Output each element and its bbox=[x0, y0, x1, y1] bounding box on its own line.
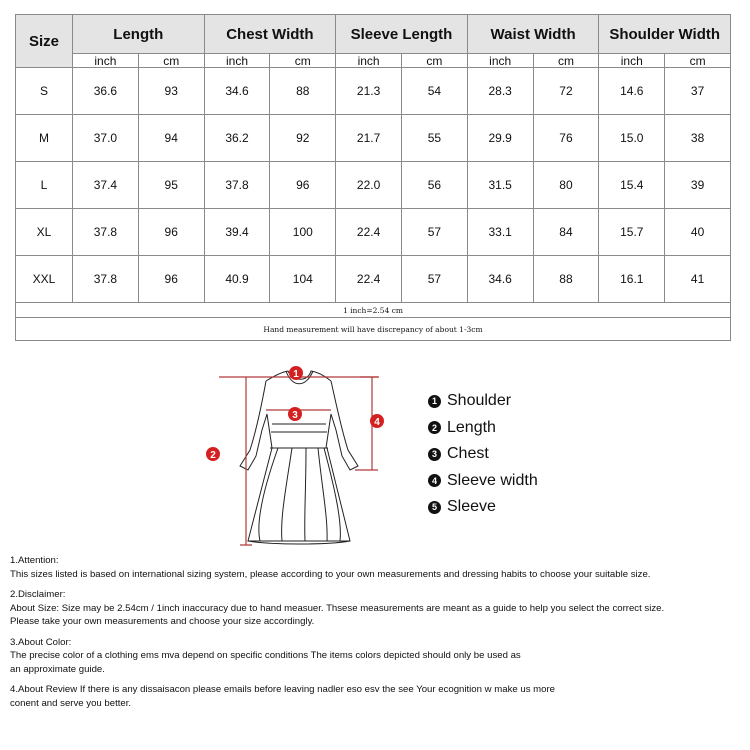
table-cell: 94 bbox=[138, 115, 204, 162]
header-waist-width: Waist Width bbox=[467, 15, 599, 54]
unit-cell: inch bbox=[73, 54, 139, 68]
table-cell: 100 bbox=[270, 209, 336, 256]
marker-2 bbox=[206, 447, 220, 461]
header-size: Size bbox=[16, 15, 73, 68]
size-cell: XXL bbox=[16, 256, 73, 303]
legend-item-sleeve bbox=[428, 494, 538, 521]
unit-cell: cm bbox=[138, 54, 204, 68]
table-cell: 21.3 bbox=[336, 68, 402, 115]
legend-number: 4 bbox=[428, 474, 441, 487]
table-cell: 56 bbox=[401, 162, 467, 209]
discrepancy-note-row bbox=[16, 318, 731, 341]
header-chest-width: Chest Width bbox=[204, 15, 336, 54]
legend-item-sleeve-width bbox=[428, 468, 538, 495]
legend-number: 2 bbox=[428, 421, 441, 434]
table-cell: 72 bbox=[533, 68, 599, 115]
legend-number: 5 bbox=[428, 501, 441, 514]
table-cell: 88 bbox=[270, 68, 336, 115]
size-cell: L bbox=[16, 162, 73, 209]
table-cell: 39.4 bbox=[204, 209, 270, 256]
note-title: 2.Disclaimer: bbox=[10, 589, 66, 600]
unit-cell: inch bbox=[336, 54, 402, 68]
note-line: conent and serve you better. bbox=[10, 697, 132, 709]
table-cell: 36.2 bbox=[204, 115, 270, 162]
table-cell: 39 bbox=[665, 162, 731, 209]
table-cell: 40.9 bbox=[204, 256, 270, 303]
discrepancy-note: Hand measurement will have discrepancy of about 1-3cm bbox=[16, 318, 731, 341]
table-cell: 96 bbox=[270, 162, 336, 209]
note-line: This sizes listed is based on international sizing system, please according to your own measurements and dressing habits to choose your suitable size. bbox=[10, 568, 651, 580]
legend-number: 3 bbox=[428, 448, 441, 461]
table-cell: 21.7 bbox=[336, 115, 402, 162]
unit-cell: cm bbox=[270, 54, 336, 68]
table-row bbox=[16, 256, 731, 303]
legend-item-shoulder bbox=[428, 388, 538, 415]
table-cell: 88 bbox=[533, 256, 599, 303]
table-cell: 57 bbox=[401, 256, 467, 303]
legend-label: Sleeve width bbox=[447, 471, 538, 489]
note-attention bbox=[10, 554, 748, 581]
table-cell: 55 bbox=[401, 115, 467, 162]
dress-outline-illustration bbox=[240, 371, 358, 544]
legend-label: Shoulder bbox=[447, 392, 512, 410]
measurement-legend bbox=[428, 388, 538, 521]
table-cell: 40 bbox=[665, 209, 731, 256]
table-cell: 14.6 bbox=[599, 68, 665, 115]
legend-label: Length bbox=[447, 418, 496, 436]
header-length: Length bbox=[73, 15, 205, 54]
note-line: The precise color of a clothing ems mva depend on specific conditions The items colors depicted should only be used as bbox=[10, 650, 521, 661]
note-title: 1.Attention: bbox=[10, 555, 59, 566]
table-cell: 29.9 bbox=[467, 115, 533, 162]
table-cell: 80 bbox=[533, 162, 599, 209]
table-cell: 57 bbox=[401, 209, 467, 256]
table-cell: 22.4 bbox=[336, 209, 402, 256]
legend-label: Chest bbox=[447, 445, 489, 463]
marker-3 bbox=[288, 407, 302, 421]
table-cell: 93 bbox=[138, 68, 204, 115]
marker-4-label: 4 bbox=[374, 417, 380, 428]
legend-item-length bbox=[428, 415, 538, 442]
table-cell: 34.6 bbox=[467, 256, 533, 303]
unit-cell: inch bbox=[599, 54, 665, 68]
marker-4 bbox=[370, 414, 384, 428]
table-cell: 36.6 bbox=[73, 68, 139, 115]
note-line: 4.About Review If there is any dissaisacon please emails before leaving nadler eso esv the see Your ecognition w make us more bbox=[10, 684, 556, 695]
header-shoulder-width: Shoulder Width bbox=[599, 15, 731, 54]
note-line: About Size: Size may be 2.54cm / 1inch inaccuracy due to hand measuer. Thsese measurements are meant as a guide to help you select the correct size. bbox=[10, 602, 665, 614]
table-cell: 15.0 bbox=[599, 115, 665, 162]
table-cell: 37.8 bbox=[204, 162, 270, 209]
note-line: an approximate guide. bbox=[10, 663, 105, 675]
table-cell: 37 bbox=[665, 68, 731, 115]
table-row bbox=[16, 68, 731, 115]
table-cell: 37.4 bbox=[73, 162, 139, 209]
table-row bbox=[16, 209, 731, 256]
unit-cell: cm bbox=[401, 54, 467, 68]
table-cell: 34.6 bbox=[204, 68, 270, 115]
table-cell: 16.1 bbox=[599, 256, 665, 303]
table-cell: 84 bbox=[533, 209, 599, 256]
table-header-row bbox=[16, 15, 731, 54]
marker-2-label: 2 bbox=[210, 450, 216, 461]
header-sleeve-length: Sleeve Length bbox=[336, 15, 468, 54]
size-cell: S bbox=[16, 68, 73, 115]
marker-3-label: 3 bbox=[292, 410, 298, 421]
table-cell: 28.3 bbox=[467, 68, 533, 115]
size-cell: M bbox=[16, 115, 73, 162]
table-cell: 15.7 bbox=[599, 209, 665, 256]
unit-cell: cm bbox=[665, 54, 731, 68]
table-cell: 54 bbox=[401, 68, 467, 115]
unit-cell: inch bbox=[467, 54, 533, 68]
note-about-review bbox=[10, 683, 748, 710]
legend-number: 1 bbox=[428, 395, 441, 408]
legend-label: Sleeve bbox=[447, 498, 496, 516]
unit-cell: inch bbox=[204, 54, 270, 68]
conversion-note-row bbox=[16, 303, 731, 318]
table-cell: 104 bbox=[270, 256, 336, 303]
note-about-color bbox=[10, 636, 748, 677]
table-cell: 22.4 bbox=[336, 256, 402, 303]
table-cell: 38 bbox=[665, 115, 731, 162]
size-chart-table bbox=[15, 14, 731, 341]
legend-item-chest bbox=[428, 441, 538, 468]
note-disclaimer bbox=[10, 588, 748, 629]
table-cell: 96 bbox=[138, 209, 204, 256]
note-line: Please take your own measurements and choose your size accordingly. bbox=[10, 616, 315, 627]
marker-1 bbox=[289, 366, 303, 380]
notes-section bbox=[10, 554, 748, 717]
table-cell: 33.1 bbox=[467, 209, 533, 256]
marker-1-label: 1 bbox=[293, 369, 299, 380]
note-title: 3.About Color: bbox=[10, 636, 72, 648]
conversion-note: 1 inch=2.54 cm bbox=[16, 303, 731, 318]
table-cell: 15.4 bbox=[599, 162, 665, 209]
table-row bbox=[16, 115, 731, 162]
table-row bbox=[16, 162, 731, 209]
unit-cell: cm bbox=[533, 54, 599, 68]
table-cell: 96 bbox=[138, 256, 204, 303]
dress-measurement-diagram bbox=[200, 358, 400, 550]
table-cell: 92 bbox=[270, 115, 336, 162]
table-cell: 76 bbox=[533, 115, 599, 162]
table-cell: 95 bbox=[138, 162, 204, 209]
table-cell: 31.5 bbox=[467, 162, 533, 209]
table-cell: 37.8 bbox=[73, 209, 139, 256]
table-cell: 41 bbox=[665, 256, 731, 303]
table-cell: 22.0 bbox=[336, 162, 402, 209]
table-cell: 37.8 bbox=[73, 256, 139, 303]
table-cell: 37.0 bbox=[73, 115, 139, 162]
unit-row bbox=[16, 54, 731, 68]
size-cell: XL bbox=[16, 209, 73, 256]
